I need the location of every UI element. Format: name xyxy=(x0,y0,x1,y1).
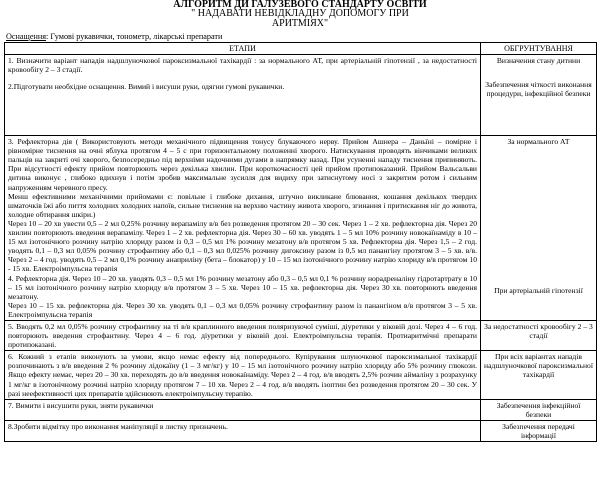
stage-text: 1. Визначити варіант нападів надшлуночкової пароксизмальної тахікардії : за нормального АТ, при артеріальній гіпотензії , за недостатності кровообігу 2 – 3 стадії. xyxy=(8,56,477,75)
table-row xyxy=(5,320,597,350)
equipment-text: : Гумові рукавички, тонометр, лікарські препарати xyxy=(46,32,223,41)
table-header-row xyxy=(5,43,597,55)
reason-cell xyxy=(481,420,597,441)
stage-cell xyxy=(5,351,481,399)
stage-text: Менш ефективними механічними прийомами є: повільне і глибоке дихання, штучно викликане блювання, кошання декількох твердих шматочків їжі або пиття холодних холодних напоїв, сильне тиснення на верхню частину живота хворого, згинання і притискання ніг до живота, холодне обтирання шкіри.) xyxy=(8,191,477,219)
header-stages: ЕТАПИ xyxy=(5,43,481,55)
subtitle-line-2: АРИТМІЯХ" xyxy=(271,18,329,29)
stage-text: 4. Рефлекторна дія. Через 10 – 20 хв. уводять 0,3 – 0,5 мл 1% розчину мезатону або 0,3 – 0,5 мл 0,1 % розчину норадреналіну гідротартрату в 10 – 15 мл ізотонічного розчину натрію хлориду в/в протягом 3 – 5 хв. Через 10 – 15 хв. рефлекторна дія. Через 30 хв. повторюють введення мезатону. xyxy=(8,273,477,301)
reason-text: При артеріальній гіпотензії xyxy=(494,286,583,296)
algorithm-table xyxy=(4,42,597,442)
stage-cell xyxy=(5,399,481,420)
equipment-label: Оснащення xyxy=(6,32,47,41)
table-row xyxy=(5,351,597,399)
stage-cell xyxy=(5,420,481,441)
document-title: АЛГОРИТМ ДИ ГАЛУЗЕВОГО СТАНДАРТУ ОСВІТИ xyxy=(173,0,427,10)
reason-text: Забезпечення інфекційної безпеки xyxy=(496,400,581,419)
table-row xyxy=(5,399,597,420)
stage-cell xyxy=(5,136,481,321)
table-row xyxy=(5,420,597,441)
reason-text: Визначення стану дитини xyxy=(496,56,581,66)
stage-text: 5. Вводять 0,2 мл 0,05% розчину строфантину на ті в/в краплинного введення поляризуючої суміші, діуретики у віковій дозі. Через 4 – 6 год. повторюють введення строфантину. Через 4 – 6 год. діуретики у віковій дозі. Електроімпульсна терапія. Протиаритмічні препарати протипоказані. xyxy=(8,321,477,350)
reason-cell xyxy=(481,55,597,136)
reason-cell xyxy=(481,399,597,420)
stage-text: Через 10 – 15 хв. рефлекторна дія. Через 30 хв. уводять 0,1 – 0,3 мл 0,05% розчину строфантину разом із панангіном в/в протягом 3 – 5 хв. Електроімпульсна терапія xyxy=(8,300,477,319)
reason-cell xyxy=(481,320,597,350)
reason-text: Забезпечення передачі інформації xyxy=(502,421,575,440)
stage-text: 2.Підготувати необхідне оснащення. Вимий і висуши руки, одягни гумові рукавички. xyxy=(8,82,285,92)
document-subtitle xyxy=(0,9,600,29)
stage-text: 8.Зробити відмітку про виконання маніпуляції в листку призначень. xyxy=(8,421,228,431)
table-row xyxy=(5,136,597,321)
reason-cell xyxy=(481,136,597,321)
reason-text: При всіх варіантах нападів надшлуночкової пароксизмальної тахікардії xyxy=(484,352,593,380)
reason-text: Забезпечення чіткості виконання процедури, інфекційної безпеки xyxy=(485,80,592,99)
reason-cell xyxy=(481,351,597,399)
stage-text: 7. Вимити і висушити руки, зняти рукавички xyxy=(8,400,154,410)
table-row xyxy=(5,55,597,136)
stage-text: 3. Рефлекторна дія ( Використовують методи механічного підвищення тонусу блукаючого нерву. Прийом Ашнера – Даньїні – помірне і рівномірне тиснення на очні яблука протягом 4 – 5 с при горизонтальному положенні хворого. Натискування проводять вінчиками великих пальців на закриті очі хворого, безпосередньо під верхніми надочними дугами в напрямку назад. При усуненні нападу тиснення припиняють. При відсутності ефекту прийом повторюють через декілька хвилин. При короткочасності цей прийом протипоказаний. Прийом Вальсальви дитина виконує , глибоко вдихнув і потім зробив максимальне зусилля для видиху при затиснутому носі з закритим ротом і сильним напруженням черевного пресу. xyxy=(8,137,477,192)
stage-cell xyxy=(5,320,481,350)
stage-cell xyxy=(5,55,481,136)
stage-text: Через 10 – 20 хв увести 0,5 – 2 мл 0,25% розчину верапамілу в/в без розведення протягом 20 – 30 сек. Через 1 – 2 хв. рефлекторна дія. Через 20 хвилин повторюють введення верапамілу. Через 1 – 2 хв. рефлекторна дія. Через 30 – 60 хв. уводять 1 – 5 мл 10% розчину новокаїнаміду в 10 – 15 мл ізотонічного розчину натрію хлориду разом із 0,3 – 0,5 мл 1% розчину мезатону в/в протягом 5 хв. Рефлекторна дія. Через 1,5 – 2 год. уводять 0,1 – 0,3 мл 0,05% розчину строфантину або 0,1 – 0,3 мл 0,025% розчину дигоксину разом із 0,5 мл панангіну протягом 3 – 5 хв. в/в. Через 2 – 4 год. уводять 0,5 – 2 мл 0,1% розчину анаприліну (бета – блокатор) у 10 – 15 мл ізотонічного розчину натрію хлориду в/в протягом 10 - 15 хв. Електроімпульсна терапія xyxy=(8,218,477,274)
header-reasons: ОБГРУНТУВАННЯ xyxy=(481,43,597,55)
equipment-line xyxy=(6,32,222,41)
reason-text: За недостатності кровообігу 2 – 3 стадії xyxy=(484,321,593,341)
subtitle-line-1: " НАДАВАТИ НЕВІДКЛАДНУ ДОПОМОГУ ПРИ xyxy=(191,8,409,19)
stage-text: 6. Кожний з етапів виконують за умови, якщо немає ефекту від попереднього. Купірування шлуночкової пароксизмальної тахікардії розпочинають з в/в введення 2 % розчину лідокаїну (1 – 3 мг/кг) у 10 – 15 мл ізотонічного розчину натрію хлориду або 5% розчину глюкози. Якщо ефекту немає, через 20 – 30 хв. переходять до в/в введення новокаїнаміду. Через 2 – 4 год. в/в вводять 2,5% розчин аймаліну з розрахунку 1 мг/кг в ізотонічному розчині натрію хлориду протягом 7 – 10 хв. Через 2 – 4 год. в/в вводять ізоптин без розведення протягом 20 – 30 сек. У разі неефективності цих препаратів здійснюють електроімпульсну терапію. xyxy=(8,352,477,398)
reason-text: За нормального АТ xyxy=(507,137,570,147)
